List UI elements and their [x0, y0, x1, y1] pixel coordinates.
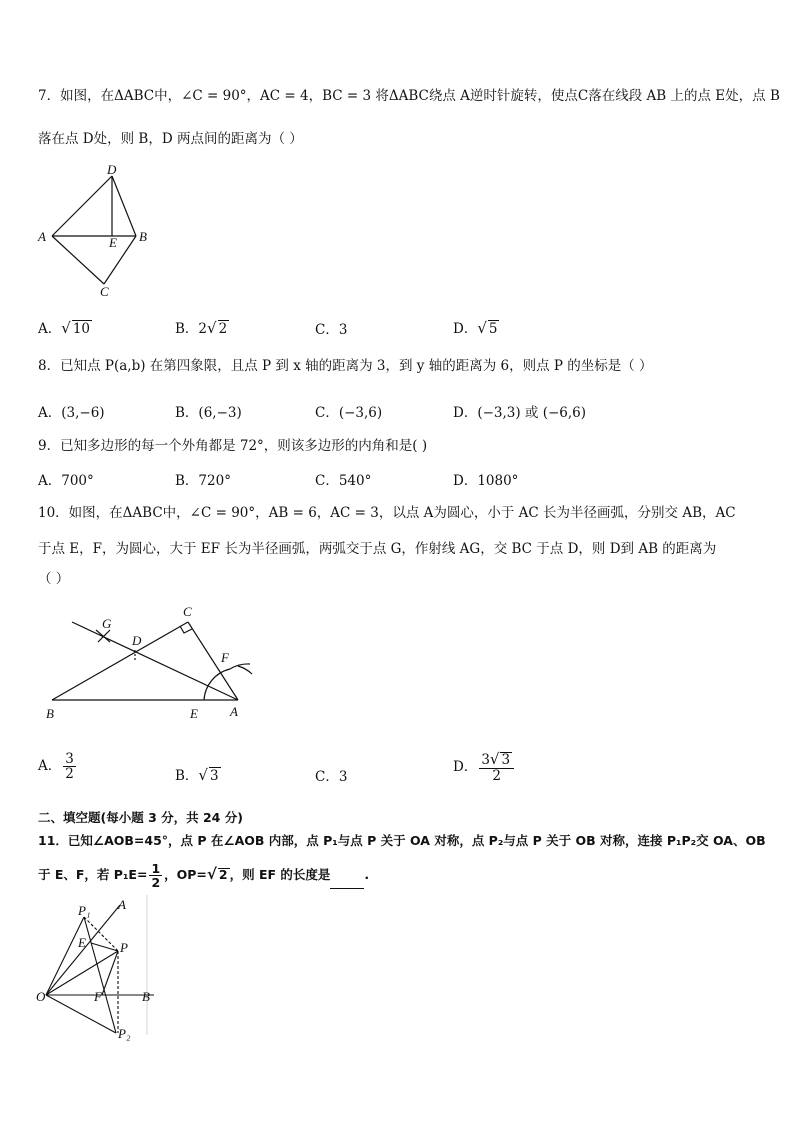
q7-label-b: B	[139, 229, 147, 244]
q10-label-f: F	[221, 650, 229, 665]
q7-segment-ac	[52, 236, 104, 284]
q10-label-d: D	[132, 633, 142, 648]
q11-segment-fp	[102, 951, 118, 995]
q9-option-b[interactable]: B．720°	[175, 473, 231, 489]
q10-label-b: B	[46, 706, 54, 721]
q10-label-g: G	[102, 616, 112, 631]
q9-option-a[interactable]: A．700°	[38, 473, 94, 489]
q9-stem: 9．已知多边形的每一个外角都是 72°，则该多边形的内角和是( )	[38, 438, 428, 454]
q11-label-a: A	[118, 897, 126, 912]
q7-label-e: E	[109, 235, 117, 250]
q10-figure	[40, 600, 270, 725]
q11-label-p2: P₂	[118, 1026, 131, 1041]
q10-right-angle-mark	[180, 626, 192, 633]
q7-figure	[30, 160, 170, 305]
q7-stem-line1: 7．如图，在ΔABC中，∠C = 90°，AC = 4，BC = 3 将ΔABC绕点 A逆时针旋转，使点C落在线段 AB 上的点 E处，点 B	[38, 88, 780, 104]
q10-segment-bc	[52, 622, 188, 700]
q9-option-c[interactable]: C．540°	[315, 473, 372, 489]
q7-segment-ad	[52, 176, 112, 236]
q10-arc-right	[238, 666, 252, 674]
q10-arc-left	[204, 669, 230, 700]
q7-option-d[interactable]: D．√ 5	[453, 319, 498, 337]
q7-option-a[interactable]: A．√ 10	[38, 319, 90, 337]
section2-heading: 二、填空题(每小题 3 分，共 24 分)	[38, 810, 243, 825]
q11-figure	[32, 895, 162, 1045]
q8-option-a[interactable]: A．(3,−6)	[38, 405, 105, 421]
q10-option-b[interactable]: B．√ 3	[175, 766, 219, 784]
q11-stem-line2: 于 E、F，若 P₁E= $\frac{1}{2}$ ，OP=√ 2 ，则 EF 的长度是 .	[38, 861, 370, 891]
q10-label-e: E	[190, 706, 198, 721]
q11-label-p: P	[120, 940, 128, 955]
q7-option-b[interactable]: B．2√ 2	[175, 319, 228, 337]
q7-label-c: C	[100, 284, 109, 299]
q9-option-d[interactable]: D．1080°	[453, 473, 519, 489]
q7-segment-db	[112, 176, 136, 236]
q11-segment-op2	[46, 995, 116, 1033]
q11-label-o: O	[36, 989, 46, 1004]
q10-label-a: A	[230, 704, 238, 719]
q7-stem-line2: 落在点 D处，则 B，D 两点间的距离为（ ）	[38, 131, 303, 147]
q10-stem-line2: 于点 E，F，为圆心，大于 EF 长为半径画弧，两弧交于点 G，作射线 AG，交 BC 于点 D，则 D到 AB 的距离为	[38, 541, 717, 557]
q11-segment-p1p2	[84, 917, 116, 1033]
q8-stem: 8．已知点 P(a,b) 在第四象限，且点 P 到 x 轴的距离为 3，到 y 轴的距离为 6，则点 P 的坐标是（ ）	[38, 358, 653, 374]
q11-stem-line1: 11．已知∠AOB=45°，点 P 在∠AOB 内部，点 P₁与点 P 关于 OA 对称，点 P₂与点 P 关于 OB 对称，连接 P₁P₂交 OA、OB	[38, 833, 766, 848]
q8-option-c[interactable]: C．(−3,6)	[315, 405, 383, 421]
q10-option-a[interactable]: A． $\frac{3}{2}$	[38, 751, 74, 783]
q10-stem-line1: 10．如图，在ΔABC中，∠C = 90°，AB = 6，AC = 3，以点 A为圆心，小于 AC 长为半径画弧，分别交 AB，AC	[38, 505, 736, 521]
q10-stem-line3: （ ）	[38, 571, 70, 587]
q10-label-c: C	[183, 604, 192, 619]
q11-answer-blank[interactable]	[330, 876, 364, 889]
q7-label-d: D	[107, 162, 117, 177]
q11-label-f: F	[94, 989, 102, 1004]
q11-label-p1: P₁	[78, 903, 91, 918]
q11-label-b: B	[142, 989, 150, 1004]
q8-option-d[interactable]: D．(−3,3) 或 (−6,6)	[453, 405, 587, 421]
q7-option-c[interactable]: C．3	[315, 322, 348, 338]
q11-label-e: E	[78, 935, 86, 950]
q10-option-c[interactable]: C．3	[315, 769, 348, 785]
q10-option-d[interactable]: D． $\frac{3√ 3}{2}$	[453, 752, 516, 783]
q8-option-b[interactable]: B．(6,−3)	[175, 405, 242, 421]
q7-label-a: A	[38, 229, 46, 244]
